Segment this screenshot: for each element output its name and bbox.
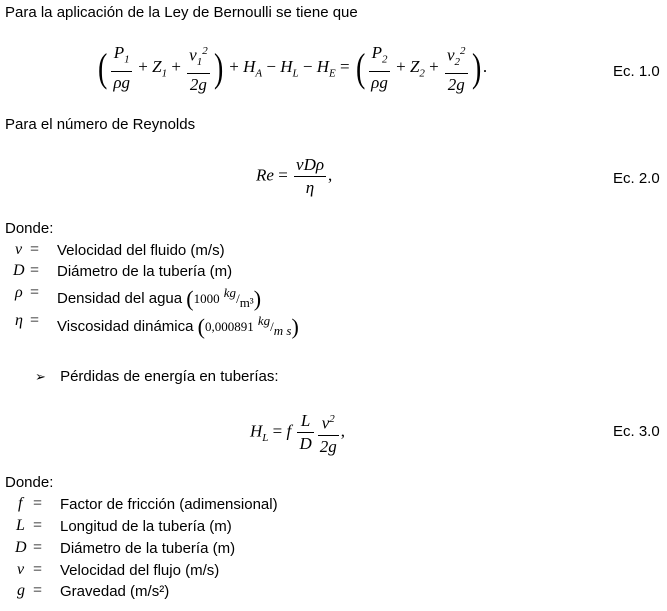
intro-reynolds: Para el número de Reynolds xyxy=(5,116,196,133)
definition-row xyxy=(0,312,667,338)
definition-equals: = xyxy=(33,495,43,512)
definition-row xyxy=(0,517,667,538)
definition-equals: = xyxy=(33,561,43,578)
equation-3-label: Ec. 3.0 xyxy=(613,423,660,440)
definition-row xyxy=(0,241,667,262)
intro-bernoulli: Para la aplicación de la Ley de Bernoulli se tiene que xyxy=(5,4,358,21)
definition-equals: = xyxy=(30,241,40,258)
definition-row xyxy=(0,539,667,560)
definition-symbol: L xyxy=(16,517,25,534)
definition-row xyxy=(0,495,667,516)
definition-text: Velocidad del flujo (m/s) xyxy=(60,562,220,579)
donde-label-1: Donde: xyxy=(5,220,54,237)
definition-symbol: v xyxy=(15,241,23,258)
definition-equals: = xyxy=(30,284,40,301)
equation-head-loss: $H_L = f$ $\frac{L}{D}$ $\frac{v^2}{2g}$ , xyxy=(250,408,345,458)
section-heading: ➢ Pérdidas de energía en tuberías: xyxy=(35,368,279,385)
equation-bernoulli: ( $\frac{P_1}{\rho g}$ + $Z_1$ + $\frac{v_1^2}{2g}$ ) + $H_A - H_L - H_E$ = ( $\frac{P_2}{\rho g}$ + $Z_2$ + $\frac{v_2^2}{2g}$ ) . xyxy=(96,40,487,96)
definition-text: Diámetro de la tubería (m) xyxy=(60,540,236,557)
definition-row xyxy=(0,284,667,310)
equation-1-label: Ec. 1.0 xyxy=(613,63,660,80)
equation-2-label: Ec. 2.0 xyxy=(613,170,660,187)
definition-symbol: f xyxy=(18,495,23,512)
definition-row xyxy=(0,582,667,603)
definition-symbol: g xyxy=(17,582,25,599)
definition-value: 1000 xyxy=(193,291,220,306)
definition-symbol: D xyxy=(15,539,27,556)
definition-text: Gravedad (m/s²) xyxy=(60,583,170,600)
definition-text: Factor de fricción (adimensional) xyxy=(60,496,278,513)
definition-symbol: η xyxy=(15,312,23,329)
definition-text: Viscosidad dinámica (0,000891 $^{kg}/_{m s}$) xyxy=(57,313,299,340)
definition-symbol: v xyxy=(17,561,25,578)
arrow-bullet-icon: ➢ xyxy=(35,370,46,385)
definition-equals: = xyxy=(33,517,43,534)
donde-label-2: Donde: xyxy=(5,474,54,491)
definition-equals: = xyxy=(33,539,43,556)
definition-row xyxy=(0,561,667,582)
definition-equals: = xyxy=(30,262,40,279)
definition-text: Densidad del agua (1000 $^{kg}/_{m^3}$) xyxy=(57,285,262,312)
definition-text: Diámetro de la tubería (m) xyxy=(57,263,233,280)
definition-equals: = xyxy=(30,312,40,329)
definition-symbol: D xyxy=(13,262,25,279)
definition-symbol: ρ xyxy=(15,284,23,301)
definition-equals: = xyxy=(33,582,43,599)
definition-value: 0,000891 xyxy=(204,319,254,334)
equation-reynolds: Re = $\frac{\text{vDρ}}{\eta}$ , xyxy=(256,155,333,197)
definition-text: Longitud de la tubería (m) xyxy=(60,518,232,535)
definition-row xyxy=(0,262,667,283)
definition-text: Velocidad del fluido (m/s) xyxy=(57,242,225,259)
